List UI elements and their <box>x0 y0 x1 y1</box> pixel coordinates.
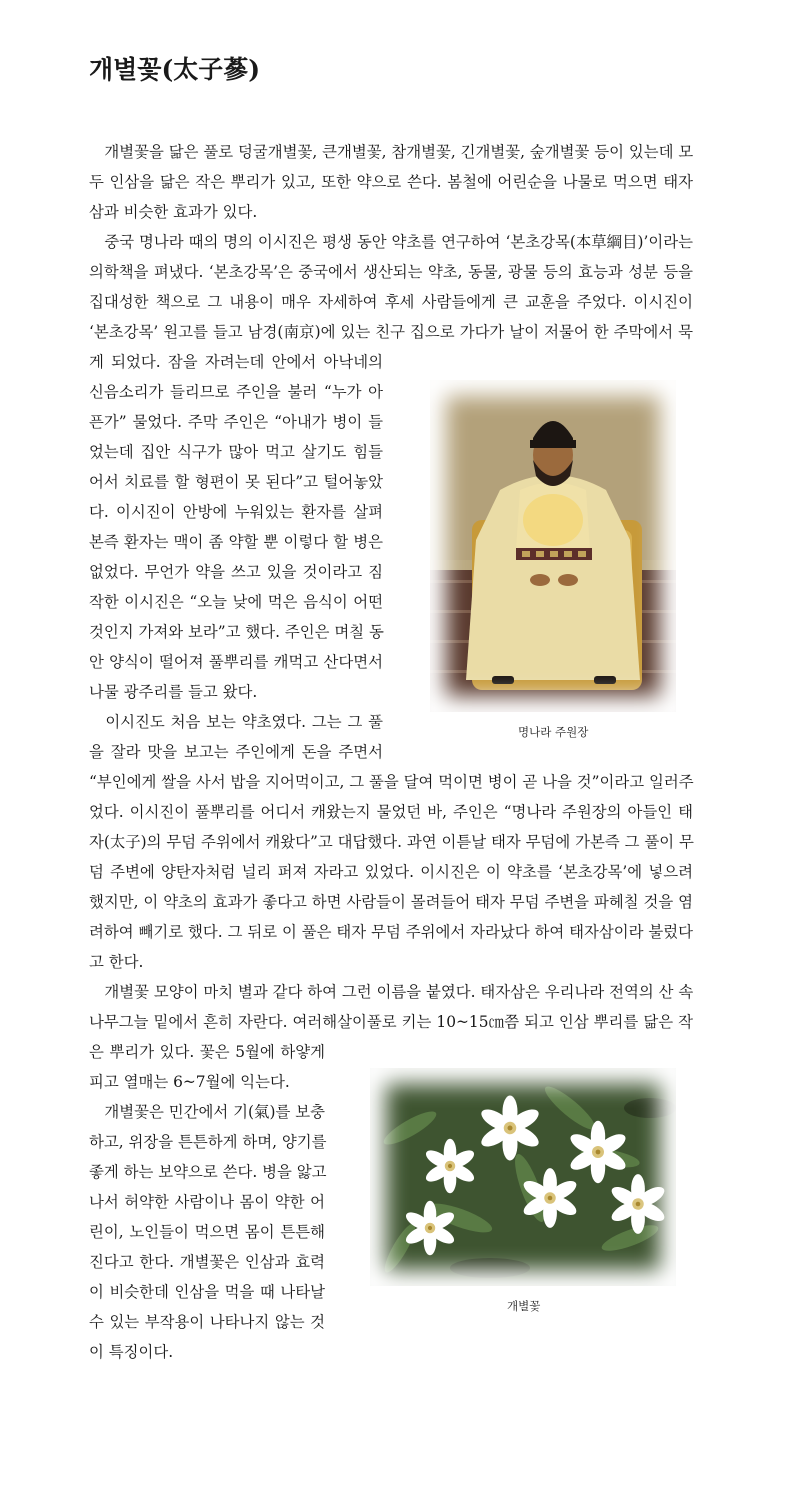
text-line: 을 잘라 맛을 보고는 주인에게 돈을 주면서 <box>89 743 383 761</box>
text-line: 개별꽃을 닮은 풀로 덩굴개별꽃, 큰개별꽃, 참개별꽃, 긴개별꽃, 숲개별꽃 등이 있는데 모 <box>89 143 694 161</box>
text-line: 나무그늘 밑에서 흔히 자란다. 여러해살이풀로 키는 10~15㎝쯤 되고 인삼 뿌리를 닮은 작 <box>89 1013 693 1031</box>
text-line: 삼과 비슷한 효과가 있다. <box>89 203 258 221</box>
text-line: “부인에게 쌀을 사서 밥을 지어먹이고, 그 풀을 달여 먹이면 병이 곧 나을 것”이라고 일러주 <box>89 773 694 791</box>
text-line: 은 뿌리가 있다. 꽃은 5월에 하얗게 <box>89 1043 325 1061</box>
portrait-caption: 명나라 주원장 <box>518 725 589 739</box>
text-line: 본즉 환자는 맥이 좀 약할 뿐 이렇다 할 병은 <box>89 533 383 551</box>
text-line: 의학책을 펴냈다. ‘본초강목’은 중국에서 생산되는 약초, 동물, 광물 등의 효능과 성분 등을 <box>89 263 693 281</box>
text-line: 었다. 이시진이 풀뿌리를 어디서 캐왔는지 물었던 바, 주인은 “명나라 주원장의 아들인 태 <box>89 803 693 821</box>
text-line: 이시진도 처음 보는 약초였다. 그는 그 풀 <box>89 713 383 731</box>
text-line: 좋게 하는 보약으로 쓴다. 병을 앓고 <box>89 1163 327 1181</box>
text-line: 없었다. 무언가 약을 쓰고 있을 것이라고 짐 <box>89 563 383 581</box>
flower-image <box>370 1068 676 1286</box>
text-line: 이 비슷한데 인삼을 먹을 때 나타날 <box>89 1283 325 1301</box>
text-line: 신음소리가 들리므로 주인을 불러 “누가 아 <box>89 383 383 401</box>
text-line: 집대성한 책으로 그 내용이 매우 자세하여 후세 사람들에게 큰 교훈을 주었다. 이시진이 <box>89 293 693 311</box>
text-line: 피고 열매는 6~7월에 익는다. <box>89 1073 290 1091</box>
page-title: 개별꽃(太子蔘) <box>89 55 261 84</box>
text-line: 나물 광주리를 들고 왔다. <box>89 683 258 701</box>
text-line: 고 한다. <box>89 953 144 971</box>
text-line: 린이, 노인들이 먹으면 몸이 튼튼해 <box>89 1223 325 1241</box>
text-line: 덤 주변에 양탄자처럼 널리 퍼져 자라고 있었다. 이시진은 이 약초를 ‘본초강목’에 넣으려 <box>89 863 693 881</box>
text-line: 두 인삼을 닮은 작은 뿌리가 있고, 또한 약으로 쓴다. 봄철에 어린순을 나물로 먹으면 태자 <box>89 173 693 191</box>
text-line: 수 있는 부작용이 나타나지 않는 것 <box>89 1313 325 1331</box>
text-line: 안 양식이 떨어져 풀뿌리를 캐먹고 산다면서 <box>89 653 383 671</box>
text-line: 이 특징이다. <box>89 1343 174 1361</box>
text-line: 게 되었다. 잠을 자려는데 안에서 아낙네의 <box>89 353 383 371</box>
text-line: 것인지 가져와 보라”고 했다. 주인은 며칠 동 <box>89 623 384 641</box>
text-line: 자(太子)의 무덤 주위에서 캐왔다”고 대답했다. 과연 이튿날 태자 무덤에 가본즉 그 풀이 무 <box>89 833 694 851</box>
portrait-figure <box>430 380 676 712</box>
text-line: 픈가” 물었다. 주막 주인은 “아내가 병이 들 <box>89 413 383 431</box>
text-line: 려하여 빼기로 했다. 그 뒤로 이 풀은 태자 무덤 주위에서 자라났다 하여 태자삼이라 불렀다 <box>89 923 693 941</box>
text-line: ‘본초강목’ 원고를 들고 남경(南京)에 있는 친구 집으로 가다가 날이 저물어 한 주막에서 묵 <box>89 323 693 341</box>
text-line: 었는데 집안 식구가 많아 먹고 살기도 힘들 <box>89 443 383 461</box>
flower-caption: 개별꽃 <box>507 1299 541 1313</box>
portrait-image <box>430 380 676 712</box>
text-line: 중국 명나라 때의 명의 이시진은 평생 동안 약초를 연구하여 ‘본초강목(本草綱目)’이라는 <box>89 233 693 251</box>
flower-figure <box>370 1068 676 1286</box>
text-line: 개별꽃은 민간에서 기(氣)를 보충 <box>89 1103 325 1121</box>
text-line: 진다고 한다. 개별꽃은 인삼과 효력 <box>89 1253 325 1271</box>
text-line: 나서 허약한 사람이나 몸이 약한 어 <box>89 1193 325 1211</box>
text-line: 다. 이시진이 안방에 누워있는 환자를 살펴 <box>89 503 383 521</box>
text-line: 했지만, 이 약초의 효과가 좋다고 하면 사람들이 몰려들어 태자 무덤 주변을 파헤칠 것을 염 <box>89 893 693 911</box>
text-line: 어서 치료를 할 형편이 못 된다”고 털어놓았 <box>89 473 383 491</box>
text-line: 하고, 위장을 튼튼하게 하며, 양기를 <box>89 1133 327 1151</box>
text-line: 개별꽃 모양이 마치 별과 같다 하여 그런 이름을 붙였다. 태자삼은 우리나라 전역의 산 속 <box>89 983 694 1001</box>
text-line: 작한 이시진은 “오늘 낮에 먹은 음식이 어떤 <box>89 593 383 611</box>
